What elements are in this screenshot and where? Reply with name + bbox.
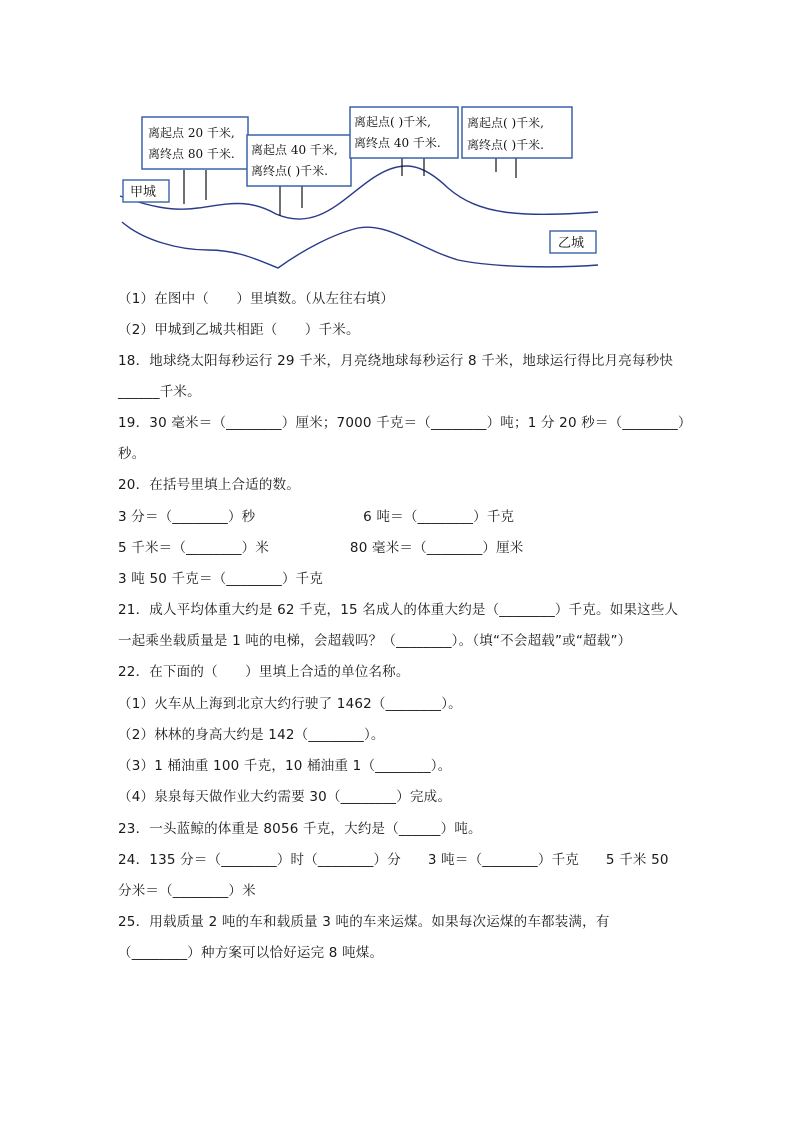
- sign-box-3: [350, 107, 458, 158]
- sign-3-line-1: 离起点( )千米,: [354, 115, 431, 129]
- question-19-line-1: 19．30 毫米＝（________）厘米；7000 千克＝（________）吨；1 分 20 秒＝（________）: [118, 415, 692, 431]
- question-24-line-2: 分米＝（________）米: [118, 883, 256, 899]
- question-22-part-2: （2）林林的身高大约是 142（________）。: [118, 727, 385, 743]
- city-start-label: [123, 180, 169, 202]
- road-upper-edge: [120, 166, 598, 219]
- question-24-line-1: 24．135 分＝（________）时（________）分 3 吨＝（________）千克 5 千米 50: [118, 852, 669, 868]
- svg-text:甲城: 甲城: [130, 185, 157, 200]
- sign-2-line-2: 离终点( )千米.: [251, 164, 328, 178]
- question-19-line-2: 秒。: [118, 446, 146, 462]
- question-25-line-1: 25．用载质量 2 吨的车和载质量 3 吨的车来运煤。如果每次运煤的车都装满，有: [118, 914, 610, 930]
- sign-box-1: [142, 117, 248, 169]
- road-distance-diagram: [118, 100, 604, 280]
- sign-4-line-1: 离起点( )千米,: [467, 116, 544, 130]
- question-18-line-2: ______千米。: [118, 384, 201, 400]
- sign-4-line-2: 离终点( )千米.: [467, 138, 544, 152]
- question-18-line-1: 18．地球绕太阳每秒运行 29 千米，月亮绕地球每秒运行 8 千米，地球运行得比月亮每秒快: [118, 353, 674, 369]
- question-17-part-2: （2）甲城到乙城共相距（ ）千米。: [118, 322, 360, 338]
- sign-3-line-2: 离终点 40 千米.: [354, 136, 441, 150]
- sign-2-line-1: 离起点 40 千米,: [251, 143, 338, 157]
- sign-box-2: [247, 135, 351, 186]
- city-end-label: [550, 231, 596, 253]
- sign-box-4: [462, 107, 572, 158]
- question-22-part-1: （1）火车从上海到北京大约行驶了 1462（________）。: [118, 696, 462, 712]
- road-lower-edge: [122, 222, 598, 268]
- question-20-row-1: 3 分＝（________）秒 6 吨＝（________）千克: [118, 509, 515, 525]
- question-23: 23．一头蓝鲸的体重是 8056 千克，大约是（______）吨。: [118, 821, 482, 837]
- sign-1-line-1: 离起点 20 千米,: [148, 126, 235, 140]
- question-21-line-2: 一起乘坐载质量是 1 吨的电梯，会超载吗？（________）。（填“不会超载”或“超载”）: [118, 633, 632, 649]
- question-21-line-1: 21．成人平均体重大约是 62 千克，15 名成人的体重大约是（________）千克。如果这些人: [118, 602, 679, 618]
- question-20-row-2: 5 千米＝（________）米 80 毫米＝（________）厘米: [118, 540, 524, 556]
- svg-text:乙城: 乙城: [558, 236, 585, 251]
- question-20-row-3: 3 吨 50 千克＝（________）千克: [118, 571, 324, 587]
- question-25-line-2: （________）种方案可以恰好运完 8 吨煤。: [118, 945, 384, 961]
- sign-1-line-2: 离终点 80 千米.: [148, 147, 235, 161]
- question-20-title: 20．在括号里填上合适的数。: [118, 477, 300, 493]
- question-22-title: 22．在下面的（ ）里填上合适的单位名称。: [118, 664, 410, 680]
- question-22-part-3: （3）1 桶油重 100 千克，10 桶油重 1（________）。: [118, 758, 452, 774]
- question-17-part-1: （1）在图中（ ）里填数。（从左往右填）: [118, 291, 395, 307]
- question-22-part-4: （4）泉泉每天做作业大约需要 30（________）完成。: [118, 789, 452, 805]
